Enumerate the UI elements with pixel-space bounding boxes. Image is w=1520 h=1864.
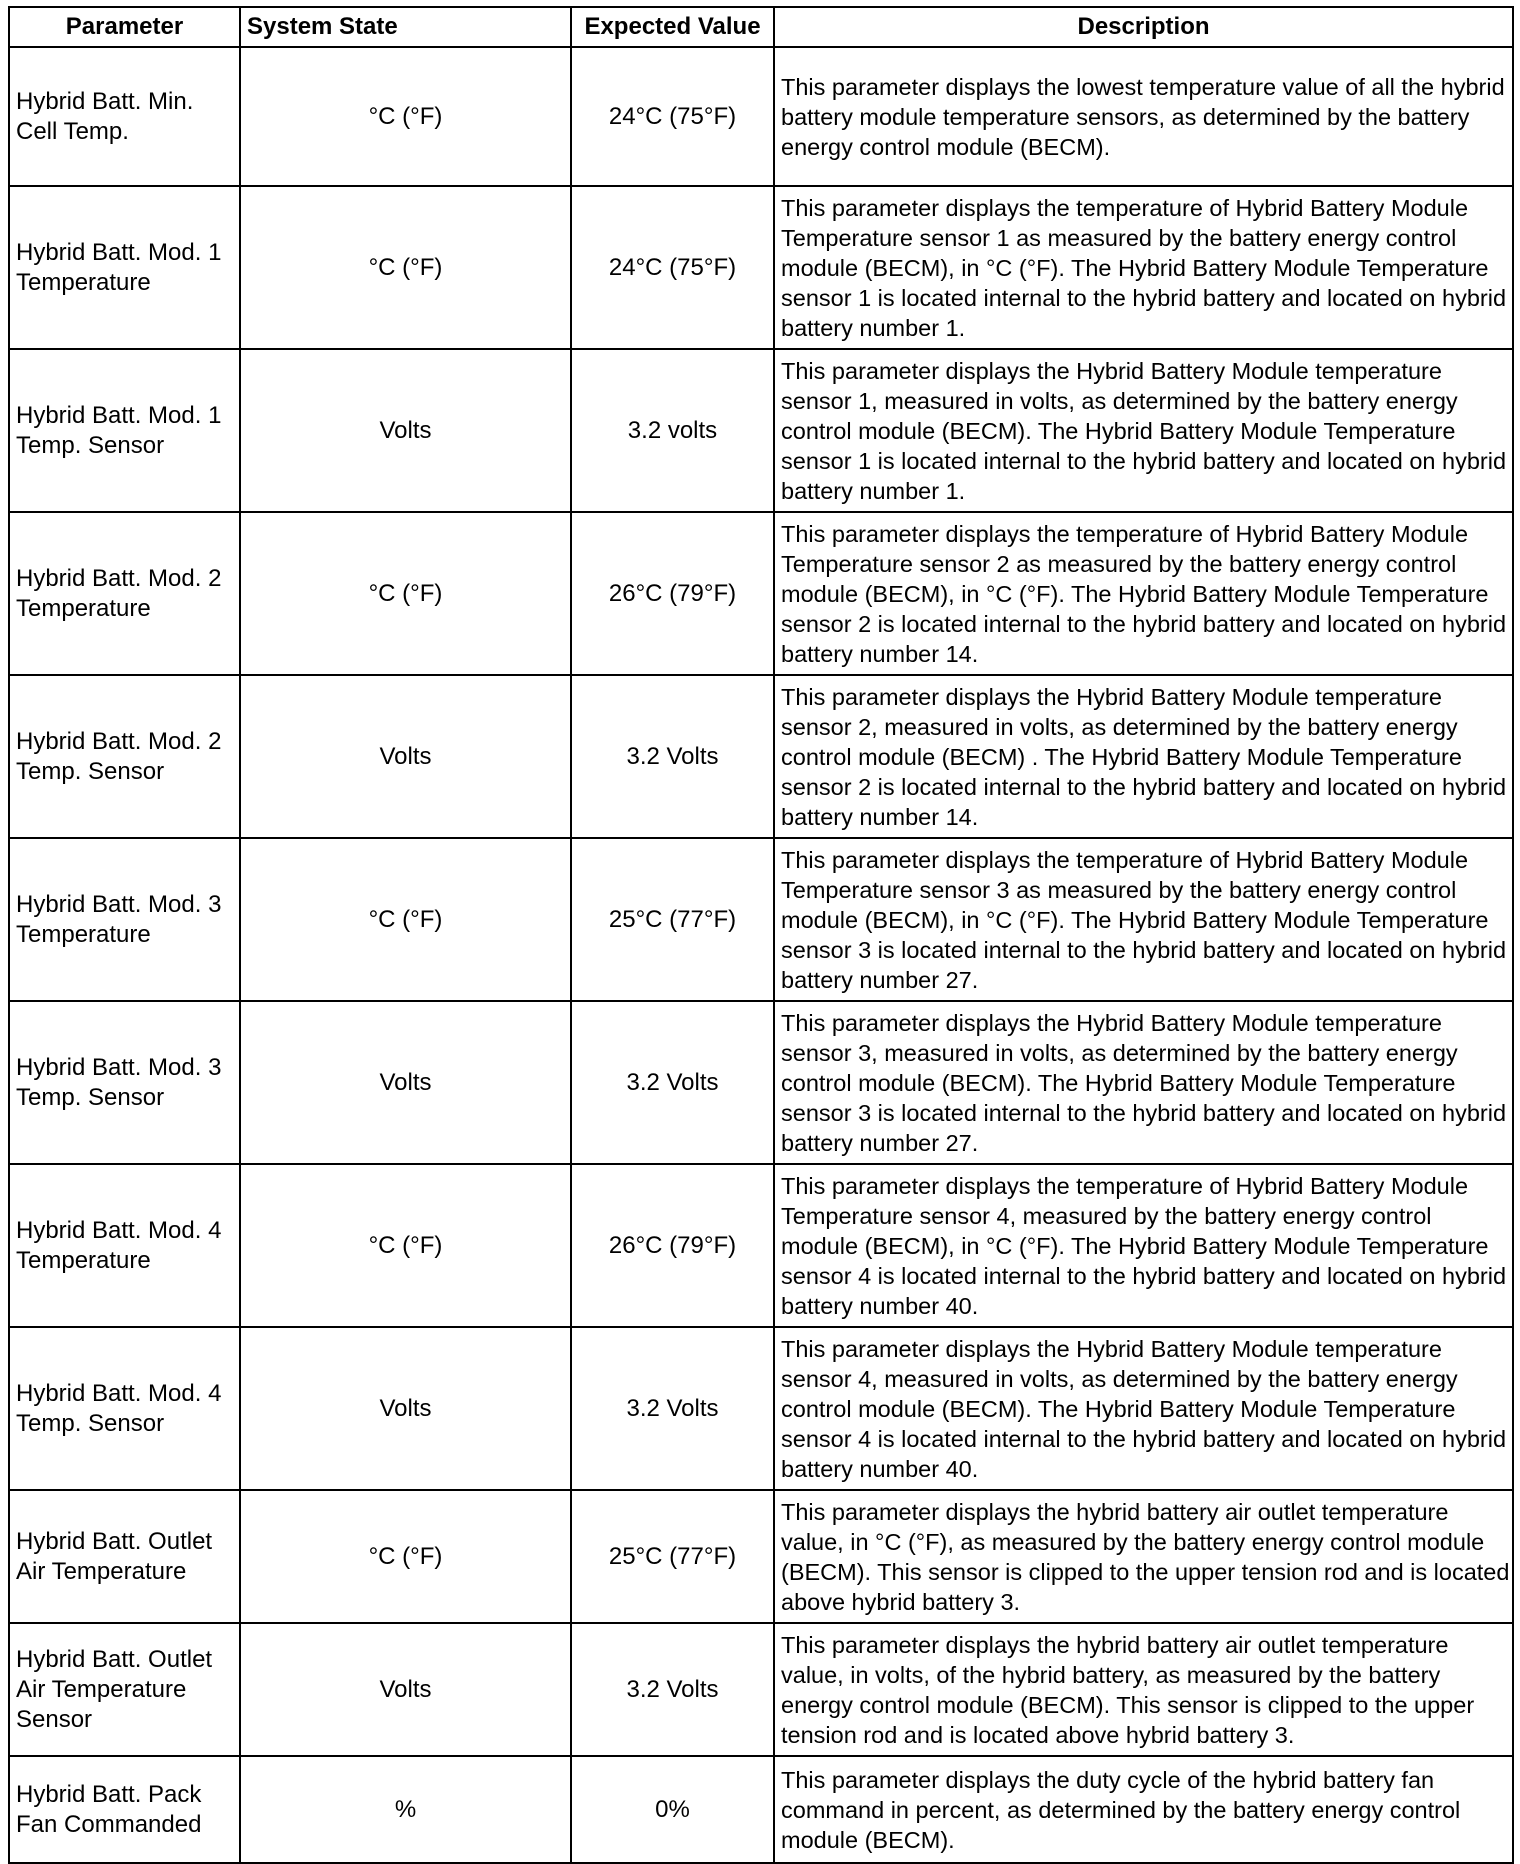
table-row bbox=[9, 838, 1513, 1001]
description-cell: This parameter displays the Hybrid Battery Module temperature sensor 4, measured in volts, as determined by the battery energy control module (BECM). The Hybrid Battery Module Temperature sensor 4 is located internal to the hybrid battery and located on hybrid battery number 40. bbox=[774, 1327, 1513, 1490]
system-state-cell: °C (°F) bbox=[240, 47, 571, 186]
parameter-cell: Hybrid Batt. Mod. 3 Temp. Sensor bbox=[9, 1001, 240, 1164]
description-cell: This parameter displays the temperature of Hybrid Battery Module Temperature sensor 3 as measured by the battery energy control module (BECM), in °C (°F). The Hybrid Battery Module Temperature sensor 3 is located internal to the hybrid battery and located on hybrid battery number 27. bbox=[774, 838, 1513, 1001]
description-cell: This parameter displays the lowest temperature value of all the hybrid battery module temperature sensors, as determined by the battery energy control module (BECM). bbox=[774, 47, 1513, 186]
expected-value-cell: 0% bbox=[571, 1756, 774, 1863]
system-state-cell: °C (°F) bbox=[240, 186, 571, 349]
system-state-cell: °C (°F) bbox=[240, 1490, 571, 1623]
header-row bbox=[9, 7, 1513, 47]
description-cell: This parameter displays the Hybrid Battery Module temperature sensor 1, measured in volts, as determined by the battery energy control module (BECM). The Hybrid Battery Module Temperature sensor 1 is located internal to the hybrid battery and located on hybrid battery number 1. bbox=[774, 349, 1513, 512]
table-row bbox=[9, 512, 1513, 675]
description-cell: This parameter displays the hybrid battery air outlet temperature value, in °C (°F), as measured by the battery energy control module (BECM). This sensor is clipped to the upper tension rod and is located above hybrid battery 3. bbox=[774, 1490, 1513, 1623]
table-row bbox=[9, 1327, 1513, 1490]
header-expected-value: Expected Value bbox=[571, 7, 774, 47]
expected-value-cell: 24°C (75°F) bbox=[571, 47, 774, 186]
system-state-cell: °C (°F) bbox=[240, 838, 571, 1001]
expected-value-cell: 24°C (75°F) bbox=[571, 186, 774, 349]
description-cell: This parameter displays the Hybrid Battery Module temperature sensor 2, measured in volts, as determined by the battery energy control module (BECM) . The Hybrid Battery Module Temperature sensor 2 is located internal to the hybrid battery and located on hybrid battery number 14. bbox=[774, 675, 1513, 838]
header-description: Description bbox=[774, 7, 1513, 47]
header-parameter: Parameter bbox=[9, 7, 240, 47]
system-state-cell: °C (°F) bbox=[240, 512, 571, 675]
parameter-cell: Hybrid Batt. Min. Cell Temp. bbox=[9, 47, 240, 186]
table-row bbox=[9, 47, 1513, 186]
table-row bbox=[9, 1756, 1513, 1863]
description-cell: This parameter displays the temperature of Hybrid Battery Module Temperature sensor 4, measured by the battery energy control module (BECM), in °C (°F). The Hybrid Battery Module Temperature sensor 4 is located internal to the hybrid battery and located on hybrid battery number 40. bbox=[774, 1164, 1513, 1327]
table-row bbox=[9, 1623, 1513, 1756]
expected-value-cell: 3.2 Volts bbox=[571, 1327, 774, 1490]
expected-value-cell: 3.2 Volts bbox=[571, 1001, 774, 1164]
expected-value-cell: 25°C (77°F) bbox=[571, 838, 774, 1001]
system-state-cell: Volts bbox=[240, 1001, 571, 1164]
expected-value-cell: 3.2 volts bbox=[571, 349, 774, 512]
description-cell: This parameter displays the duty cycle of the hybrid battery fan command in percent, as determined by the battery energy control module (BECM). bbox=[774, 1756, 1513, 1863]
parameter-cell: Hybrid Batt. Outlet Air Temperature Sensor bbox=[9, 1623, 240, 1756]
expected-value-cell: 3.2 Volts bbox=[571, 675, 774, 838]
expected-value-cell: 26°C (79°F) bbox=[571, 1164, 774, 1327]
table-row bbox=[9, 186, 1513, 349]
header-system-state: System State bbox=[240, 7, 571, 47]
parameter-cell: Hybrid Batt. Mod. 2 Temperature bbox=[9, 512, 240, 675]
table-row bbox=[9, 1164, 1513, 1327]
system-state-cell: °C (°F) bbox=[240, 1164, 571, 1327]
description-cell: This parameter displays the Hybrid Battery Module temperature sensor 3, measured in volts, as determined by the battery energy control module (BECM). The Hybrid Battery Module Temperature sensor 3 is located internal to the hybrid battery and located on hybrid battery number 27. bbox=[774, 1001, 1513, 1164]
system-state-cell: Volts bbox=[240, 675, 571, 838]
parameter-cell: Hybrid Batt. Mod. 3 Temperature bbox=[9, 838, 240, 1001]
parameter-cell: Hybrid Batt. Mod. 2 Temp. Sensor bbox=[9, 675, 240, 838]
expected-value-cell: 26°C (79°F) bbox=[571, 512, 774, 675]
system-state-cell: % bbox=[240, 1756, 571, 1863]
parameter-cell: Hybrid Batt. Pack Fan Commanded bbox=[9, 1756, 240, 1863]
system-state-cell: Volts bbox=[240, 349, 571, 512]
description-cell: This parameter displays the hybrid battery air outlet temperature value, in volts, of the hybrid battery, as measured by the battery energy control module (BECM). This sensor is clipped to the upper tension rod and is located above hybrid battery 3. bbox=[774, 1623, 1513, 1756]
table-row bbox=[9, 1490, 1513, 1623]
parameter-table bbox=[8, 6, 1514, 1864]
description-cell: This parameter displays the temperature of Hybrid Battery Module Temperature sensor 2 as measured by the battery energy control module (BECM), in °C (°F). The Hybrid Battery Module Temperature sensor 2 is located internal to the hybrid battery and located on hybrid battery number 14. bbox=[774, 512, 1513, 675]
expected-value-cell: 25°C (77°F) bbox=[571, 1490, 774, 1623]
description-cell: This parameter displays the temperature of Hybrid Battery Module Temperature sensor 1 as measured by the battery energy control module (BECM), in °C (°F). The Hybrid Battery Module Temperature sensor 1 is located internal to the hybrid battery and located on hybrid battery number 1. bbox=[774, 186, 1513, 349]
table-row bbox=[9, 349, 1513, 512]
parameter-cell: Hybrid Batt. Mod. 4 Temperature bbox=[9, 1164, 240, 1327]
system-state-cell: Volts bbox=[240, 1327, 571, 1490]
table-row bbox=[9, 1001, 1513, 1164]
system-state-cell: Volts bbox=[240, 1623, 571, 1756]
parameter-cell: Hybrid Batt. Mod. 1 Temp. Sensor bbox=[9, 349, 240, 512]
parameter-cell: Hybrid Batt. Mod. 1 Temperature bbox=[9, 186, 240, 349]
expected-value-cell: 3.2 Volts bbox=[571, 1623, 774, 1756]
parameter-cell: Hybrid Batt. Outlet Air Temperature bbox=[9, 1490, 240, 1623]
parameter-cell: Hybrid Batt. Mod. 4 Temp. Sensor bbox=[9, 1327, 240, 1490]
table-row bbox=[9, 675, 1513, 838]
